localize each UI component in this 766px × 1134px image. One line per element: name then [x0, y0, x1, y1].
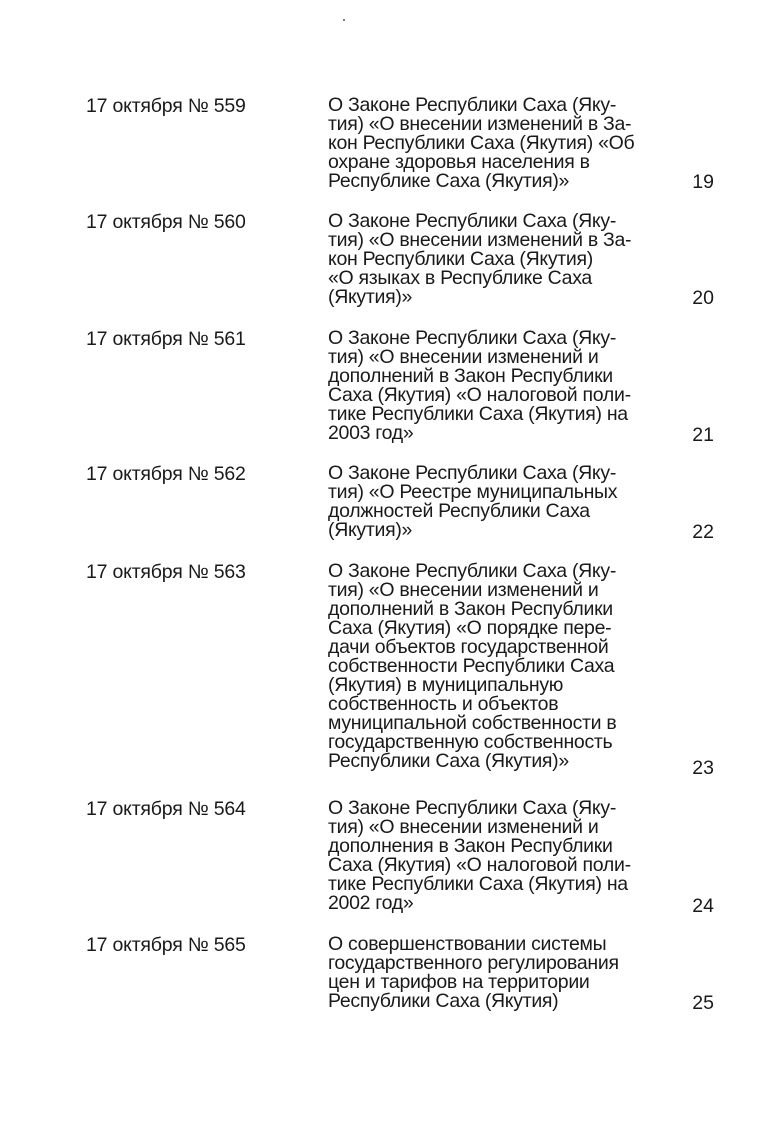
entry-title-line: О Законе Республики Саха (Яку- — [328, 94, 617, 116]
entry-title-line: кон Республики Саха (Якутия) «Об — [328, 132, 635, 154]
entry-title — [328, 464, 678, 540]
entry-title-line: Республики Саха (Якутия) — [328, 990, 559, 1012]
entry-title-line: собственность и объектов — [328, 693, 559, 715]
entry-title-line: цен и тарифов на территории — [328, 971, 590, 993]
entry-page-number: 25 — [692, 992, 714, 1014]
entry-title-line: государственную собственность — [328, 731, 613, 753]
entry-title-line: тия) «О внесении изменений и — [328, 579, 599, 601]
entry-title-line: дополнений в Закон Республики — [328, 598, 613, 620]
entry-title-line: Республики Саха (Якутия)» — [328, 750, 569, 772]
entry-page-number: 24 — [692, 895, 714, 917]
entry-title-line: 2002 год» — [328, 892, 414, 914]
entry-date: 17 октября № 562 — [86, 463, 246, 485]
entry-title — [328, 562, 678, 771]
entry-title-line: тия) «О внесении изменений в За- — [328, 229, 632, 251]
entry-title-line: охране здоровья населения в — [328, 151, 590, 173]
entry-title-line: «О языках в Республике Саха — [328, 267, 592, 289]
entry-title-line: О совершенствовании системы — [328, 933, 607, 955]
entry-date: 17 октября № 565 — [86, 934, 246, 956]
entry-title-line: Саха (Якутия) «О порядке пере- — [328, 617, 612, 639]
entry-page-number: 23 — [692, 757, 714, 779]
entry-title-line: Республике Саха (Якутия)» — [328, 170, 570, 192]
entry-page-number: 21 — [692, 424, 714, 446]
entry-title — [328, 935, 678, 1011]
entry-title-line: тия) «О Реестре муниципальных — [328, 481, 618, 503]
entry-page-number: 20 — [692, 287, 714, 309]
entry-title-line: должностей Республики Саха — [328, 500, 590, 522]
entry-title-line: государственного регулирования — [328, 952, 619, 974]
entry-title-line: дачи объектов государственной — [328, 636, 609, 658]
entry-title — [328, 329, 678, 443]
scan-speck — [343, 19, 345, 21]
entry-page-number: 22 — [692, 521, 714, 543]
entry-date: 17 октября № 561 — [86, 328, 246, 350]
entry-title — [328, 212, 678, 307]
entry-title-line: тия) «О внесении изменений и — [328, 346, 599, 368]
entry-title-line: О Законе Республики Саха (Яку- — [328, 210, 617, 232]
entry-title-line: дополнения в Закон Республики — [328, 835, 613, 857]
entry-date: 17 октября № 560 — [86, 211, 246, 233]
entry-date: 17 октября № 559 — [86, 95, 246, 117]
entry-title-line: собственности Республики Саха — [328, 655, 615, 677]
entry-title — [328, 799, 678, 913]
entry-date: 17 октября № 563 — [86, 561, 246, 583]
entry-title-line: О Законе Республики Саха (Яку- — [328, 327, 617, 349]
entry-title — [328, 96, 678, 191]
entry-page-number: 19 — [692, 171, 714, 193]
entry-title-line: 2003 год» — [328, 422, 414, 444]
entry-title-line: тике Республики Саха (Якутия) на — [328, 873, 628, 895]
entry-title-line: кон Республики Саха (Якутия) — [328, 248, 593, 270]
entry-title-line: (Якутия)» — [328, 519, 413, 541]
entry-title-line: муниципальной собственности в — [328, 712, 617, 734]
entry-title-line: тике Республики Саха (Якутия) на — [328, 403, 628, 425]
entry-title-line: (Якутия) в муниципальную — [328, 674, 564, 696]
entry-title-line: Саха (Якутия) «О налоговой поли- — [328, 384, 631, 406]
entry-title-line: О Законе Республики Саха (Яку- — [328, 560, 617, 582]
entry-date: 17 октября № 564 — [86, 798, 246, 820]
entry-title-line: Саха (Якутия) «О налоговой поли- — [328, 854, 631, 876]
entry-title-line: тия) «О внесении изменений в За- — [328, 113, 632, 135]
entry-title-line: (Якутия)» — [328, 286, 413, 308]
entry-title-line: О Законе Республики Саха (Яку- — [328, 462, 617, 484]
entry-title-line: дополнений в Закон Республики — [328, 365, 613, 387]
entry-title-line: О Законе Республики Саха (Яку- — [328, 797, 617, 819]
entry-title-line: тия) «О внесении изменений и — [328, 816, 599, 838]
